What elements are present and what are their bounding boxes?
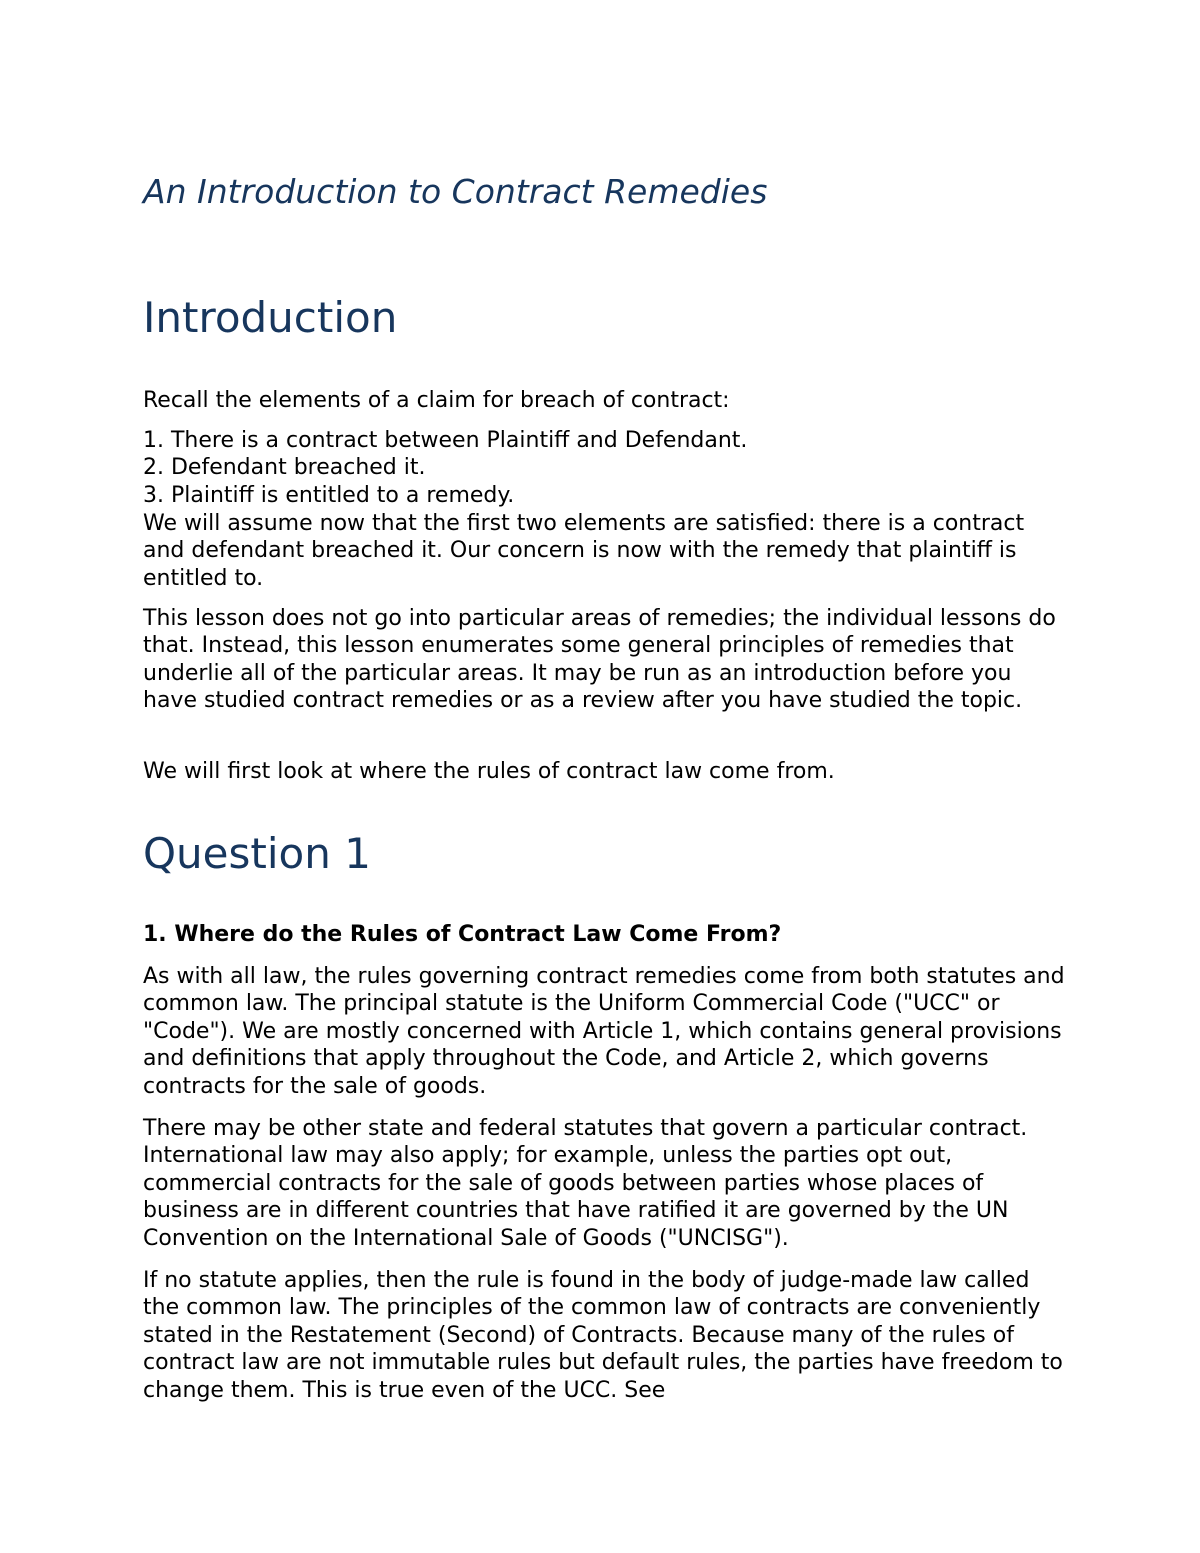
introduction-paragraph: We will first look at where the rules of contract law come from. <box>143 759 835 784</box>
document-title: An Introduction to Contract Remedies <box>143 172 768 211</box>
list-item: 2. Defendant breached it. <box>143 455 426 481</box>
list-item: 1. There is a contract between Plaintiff and Defendant. <box>143 428 748 453</box>
question-1-paragraph: As with all law, the rules governing contract remedies come from both statutes and common law. The principal statute is the Uniform Commercial Code ("UCC" or "Code"). We are mostly concerned with Article 1, which contains general provisions and definitions that apply throughout the Code, and Article 2, which governs contracts for the sale of goods. <box>143 964 1065 1099</box>
question-1-subheading: 1. Where do the Rules of Contract Law Come From? <box>143 922 782 947</box>
introduction-paragraph: This lesson does not go into particular areas of remedies; the individual lessons do that. Instead, this lesson enumerates some general principles of remedies that underlie all of the particular areas. It may be run as an introduction before you have studied contract remedies or as a review after you have studied the topic. <box>143 606 1056 714</box>
introduction-paragraph: We will assume now that the first two elements are satisfied: there is a contract and defendant breached it. Our concern is now with the remedy that plaintiff is entitled to. <box>143 511 1025 591</box>
list-item: 3. Plaintiff is entitled to a remedy. <box>143 482 515 508</box>
introduction-lead: Recall the elements of a claim for breach of contract: <box>143 388 730 413</box>
introduction-heading: Introduction <box>143 293 398 342</box>
elements-list <box>143 427 1068 509</box>
question-1-paragraph: There may be other state and federal statutes that govern a particular contract. International law may also apply; for example, unless the parties opt out, commercial contracts for the sale of goods between parties whose places of business are in different countries that have ratified it are governed by the UN Convention on the International Sale of Goods ("UNCISG"). <box>143 1116 1028 1251</box>
question-1-paragraph: If no statute applies, then the rule is found in the body of judge-made law called the common law. The principles of the common law of contracts are conveniently stated in the Restatement (Second) of Contracts. Because many of the rules of contract law are not immutable rules but default rules, the parties have freedom to change them. This is true even of the UCC. See <box>143 1268 1063 1403</box>
question-1-heading: Question 1 <box>143 829 371 878</box>
